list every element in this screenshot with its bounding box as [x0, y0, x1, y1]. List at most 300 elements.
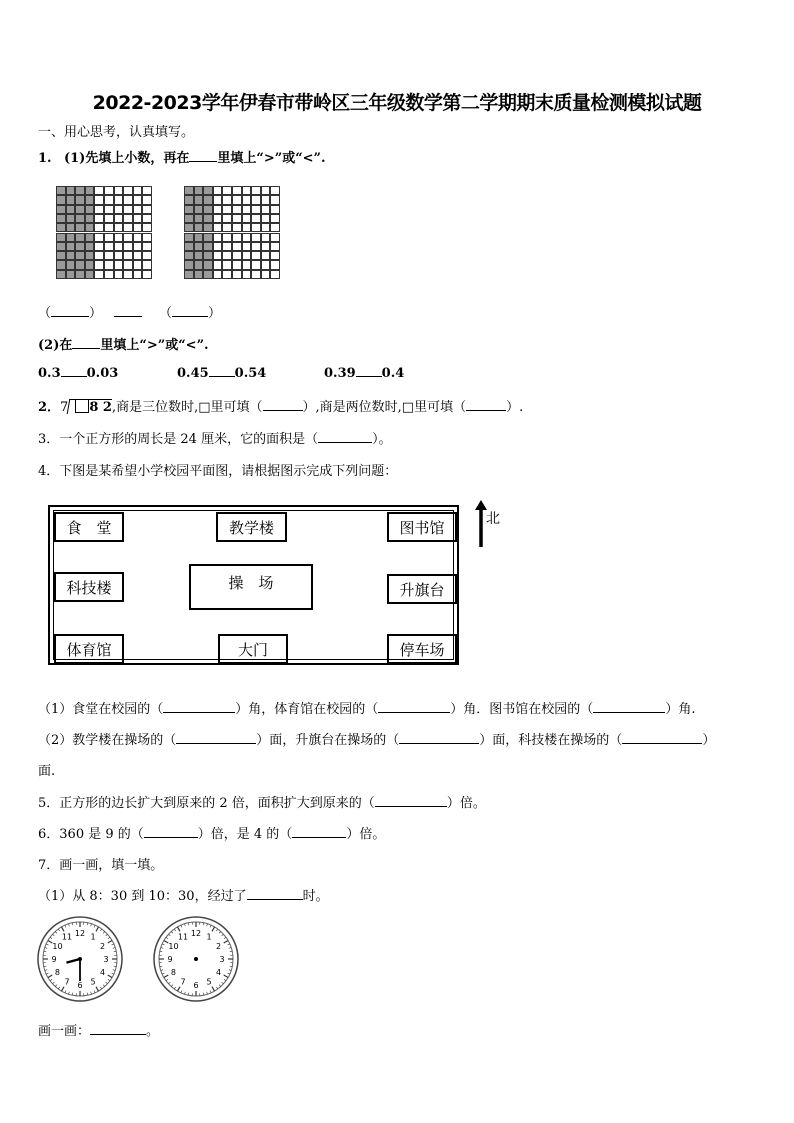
question-number: 2．: [38, 400, 61, 415]
question-2-line: [38, 396, 523, 415]
grid-cell: [184, 270, 194, 279]
number-b: 0.03: [86, 366, 119, 381]
grid-cell: [56, 242, 66, 251]
clock-number: 9: [167, 955, 173, 964]
clock-number: 6: [77, 981, 83, 990]
grid-cell: [142, 223, 152, 232]
grid-cell: [222, 205, 232, 214]
question-text: ）倍，是 4 的（: [197, 827, 293, 842]
grid-cell: [261, 214, 271, 223]
grid-cell: [104, 270, 114, 279]
grid-cell: [133, 233, 143, 242]
grid-cell: [75, 260, 85, 269]
grid-cell: [203, 214, 213, 223]
grid-cell: [203, 233, 213, 242]
question-number: 1.: [38, 151, 52, 166]
answer-blank[interactable]: [189, 161, 217, 162]
answer-blank[interactable]: [375, 806, 447, 807]
answer-blank[interactable]: [72, 348, 100, 349]
question-text: ）。: [372, 432, 392, 447]
grid-cell: [251, 242, 261, 251]
question-7-line: 7．画一画，填一填。: [38, 858, 164, 873]
question-text: ）: [702, 733, 716, 748]
question-text: 。: [146, 1024, 160, 1039]
grid-cell: [184, 242, 194, 251]
page-title: 2022-2023学年伊春市带岭区三年级数学第二学期期末质量检测模拟试题: [92, 92, 702, 114]
grid-cell: [94, 251, 104, 260]
grid-cell: [251, 195, 261, 204]
question-text: 里填上“>”或“<”.: [100, 338, 209, 353]
grid-cell: [75, 195, 85, 204]
grid-cell: [184, 205, 194, 214]
grid-cell: [203, 205, 213, 214]
grid-cell: [66, 223, 76, 232]
grid-cell: [114, 186, 124, 195]
grid-cell: [203, 242, 213, 251]
clock-number: 12: [190, 929, 202, 938]
question-6-line: [38, 823, 385, 842]
question-text: 6．360 是 9 的（: [38, 827, 144, 842]
clock-number: 5: [206, 977, 212, 987]
grid-cell: [261, 186, 271, 195]
grid-cell: [75, 186, 85, 195]
answer-blank[interactable]: [247, 899, 303, 900]
grid-cell: [133, 223, 143, 232]
grid-cell: [66, 251, 76, 260]
grid-cell: [104, 195, 114, 204]
grid-cell: [104, 242, 114, 251]
grid-cell: [142, 260, 152, 269]
grid-cell: [56, 214, 66, 223]
question-text: (1)先填上小数，再在: [63, 151, 190, 166]
answer-blank[interactable]: [466, 410, 506, 411]
grid-cell: [222, 251, 232, 260]
grid-cell: [66, 186, 76, 195]
grid-cell: [194, 186, 204, 195]
grid-cell: [261, 270, 271, 279]
room-flagpole: 升旗台: [387, 574, 457, 604]
question-text: 3．一个正方形的周长是 24 厘米，它的面积是（: [38, 432, 319, 447]
grid-cell: [104, 251, 114, 260]
grid-cell: [242, 260, 252, 269]
answer-blank[interactable]: [176, 743, 256, 744]
question-text: 时。: [302, 889, 329, 904]
grid-cell: [261, 260, 271, 269]
question-4-sub1: [38, 698, 695, 717]
grid-cell: [232, 195, 242, 204]
grid-cell: [213, 242, 223, 251]
grid-cell: [222, 233, 232, 242]
clock-number: 2: [215, 942, 222, 951]
compare-blank[interactable]: [114, 316, 142, 317]
question-1-line: [38, 147, 326, 166]
question-5-line: [38, 792, 486, 811]
grid-cell: [242, 205, 252, 214]
room-library: 图书馆: [387, 512, 457, 542]
grid-cell: [123, 260, 133, 269]
grid-cell: [66, 214, 76, 223]
question-text: 画一画：: [38, 1024, 91, 1039]
grid-cell: [194, 233, 204, 242]
question-text: ）角.: [665, 702, 696, 717]
grid-cell: [184, 186, 194, 195]
grid-cell: [142, 233, 152, 242]
question-text: 里填上“>”或“<”.: [217, 151, 326, 166]
grid-cell: [94, 195, 104, 204]
grid-cell: [194, 205, 204, 214]
answer-blank[interactable]: [90, 1034, 146, 1035]
clock-number: 11: [61, 932, 73, 942]
question-text: ）.: [506, 400, 524, 415]
grid-cell: [66, 260, 76, 269]
grid-cell: [66, 233, 76, 242]
grid-cell: [242, 251, 252, 260]
grid-cell: [194, 270, 204, 279]
clock-number: 3: [103, 955, 109, 964]
grid-cell: [94, 214, 104, 223]
clock-number: 8: [54, 968, 61, 977]
grid-cell: [242, 186, 252, 195]
answer-blank[interactable]: [593, 712, 665, 713]
grid-cell: [85, 223, 95, 232]
number-a: 0.39: [324, 366, 356, 381]
question-1-part2: [38, 334, 209, 353]
clock-number: 6: [193, 981, 199, 990]
grid-cell: [232, 214, 242, 223]
grid-cell: [251, 251, 261, 260]
grid-cell: [85, 233, 95, 242]
grid-cell: [213, 186, 223, 195]
grid-cell: [94, 233, 104, 242]
grid-cell: [242, 195, 252, 204]
grid-cell: [194, 214, 204, 223]
section-heading: 一、用心思考，认真填写。: [38, 125, 195, 140]
paren-open: （: [38, 306, 52, 321]
comparison-1: [38, 366, 118, 381]
grid-cell: [123, 233, 133, 242]
question-text: ）角，体育馆在校园的（: [235, 702, 379, 717]
grid-cell: [261, 251, 271, 260]
grid-cell: [75, 223, 85, 232]
grid-cell: [222, 260, 232, 269]
grid-cell: [66, 205, 76, 214]
clock-number: 3: [219, 955, 225, 964]
grid-cell: [85, 242, 95, 251]
question-text: (2)在: [38, 338, 73, 353]
grid-cell: [56, 233, 66, 242]
grid-cell: [194, 242, 204, 251]
grid-cell: [261, 205, 271, 214]
grid-cell: [85, 270, 95, 279]
grid-cell: [94, 205, 104, 214]
clock-number: 5: [90, 977, 96, 987]
room-playground: 操 场: [189, 564, 313, 610]
grid-cell: [133, 205, 143, 214]
grid-cell: [104, 233, 114, 242]
room-gym: 体育馆: [54, 634, 124, 664]
grid-cell: [203, 270, 213, 279]
grid-cell: [251, 233, 261, 242]
grid-cell: [261, 223, 271, 232]
question-text: （1）食堂在校园的（: [38, 702, 164, 717]
clock-number: 1: [90, 932, 96, 942]
grid-cell: [251, 223, 261, 232]
digit-box[interactable]: [75, 399, 89, 413]
clock-number: 7: [180, 977, 186, 987]
grid-cell: [142, 205, 152, 214]
grid-cell: [242, 270, 252, 279]
grid-cell: [213, 233, 223, 242]
grid-cell: [142, 186, 152, 195]
grid-cell: [123, 195, 133, 204]
grid-cell: [222, 270, 232, 279]
question-text: ）,商是两位数时,□里可填（: [302, 400, 467, 415]
question-7-sub1: [38, 885, 329, 904]
grid-cell: [194, 251, 204, 260]
grid-cell: [114, 205, 124, 214]
grid-cell: [261, 242, 271, 251]
north-label: 北: [486, 511, 500, 527]
clock-number: 11: [177, 932, 189, 942]
grid-cell: [75, 242, 85, 251]
question-text: （1）从 8：30 到 10：30，经过了: [38, 889, 247, 904]
grid-cell: [56, 251, 66, 260]
grid-cell: [142, 214, 152, 223]
grid-cell: [123, 270, 133, 279]
grid-cell: [114, 251, 124, 260]
paren-open: （: [158, 306, 172, 321]
compare-blank[interactable]: [209, 376, 235, 377]
grid-cell: [133, 214, 143, 223]
clock-face-2[interactable]: [153, 916, 239, 1002]
grid-cell: [270, 233, 280, 242]
clock-number: 12: [74, 929, 86, 938]
grid-cell: [56, 205, 66, 214]
clock-face-1: [37, 916, 123, 1002]
grid-cell: [222, 214, 232, 223]
question-4-sub2-wrap: 面.: [38, 764, 56, 779]
grid-cell: [142, 242, 152, 251]
grid-cell: [232, 270, 242, 279]
grid-cell: [270, 214, 280, 223]
grid-cell: [85, 195, 95, 204]
room-canteen: 食 堂: [54, 512, 124, 542]
grid-cell: [270, 242, 280, 251]
grid-cell: [104, 260, 114, 269]
clock-number: 10: [52, 942, 63, 951]
question-text: ）倍。: [346, 827, 386, 842]
grid-cell: [213, 260, 223, 269]
grid-cell: [242, 214, 252, 223]
grid-cell: [114, 260, 124, 269]
grid-cell: [251, 214, 261, 223]
answer-blank[interactable]: [163, 712, 235, 713]
grid-cell: [203, 186, 213, 195]
question-text: 5．正方形的边长扩大到原来的 2 倍，面积扩大到原来的（: [38, 796, 375, 811]
grid-cell: [251, 270, 261, 279]
grid-cell: [94, 260, 104, 269]
grid-cell: [222, 223, 232, 232]
grid-cell: [270, 186, 280, 195]
number-b: 0.54: [234, 366, 267, 381]
grid-cell: [232, 242, 242, 251]
grid-cell: [114, 195, 124, 204]
grid-cell: [66, 195, 76, 204]
comparison-2: [177, 366, 266, 381]
grid-answer-row: [38, 302, 221, 321]
clock-number: 9: [51, 955, 57, 964]
grid-cell: [261, 233, 271, 242]
grid-cell: [85, 251, 95, 260]
room-science-building: 科技楼: [54, 572, 124, 602]
grid-cell: [56, 186, 66, 195]
number-a: 0.45: [177, 366, 209, 381]
answer-blank[interactable]: [399, 743, 479, 744]
grid-cell: [232, 260, 242, 269]
grid-cell: [133, 242, 143, 251]
grid-cell: [123, 251, 133, 260]
grid-cell: [213, 270, 223, 279]
campus-map: [48, 505, 459, 665]
grid-cell: [242, 223, 252, 232]
question-text: ）倍。: [446, 796, 486, 811]
divisor: 7: [60, 400, 69, 415]
grid-cell: [56, 270, 66, 279]
grid-cell: [232, 223, 242, 232]
grid-cell: [123, 223, 133, 232]
grid-cell: [251, 205, 261, 214]
grid-cell: [251, 260, 261, 269]
grid-cell: [114, 242, 124, 251]
grid-cell: [194, 195, 204, 204]
question-3-line: [38, 428, 392, 447]
grid-cell: [184, 251, 194, 260]
grid-cell: [203, 195, 213, 204]
compare-blank[interactable]: [356, 376, 382, 377]
clock-number: 10: [168, 942, 179, 951]
answer-blank[interactable]: [172, 316, 208, 317]
grid-cell: [270, 223, 280, 232]
grid-cell: [203, 223, 213, 232]
grid-cell: [242, 242, 252, 251]
grid-cell: [75, 233, 85, 242]
grid-cell: [104, 205, 114, 214]
answer-blank[interactable]: [144, 837, 198, 838]
grid-cell: [184, 195, 194, 204]
grid-cell: [114, 223, 124, 232]
question-text: ）角．图书馆在校园的（: [450, 702, 594, 717]
grid-cell: [85, 260, 95, 269]
answer-blank[interactable]: [51, 316, 89, 317]
grid-cell: [194, 223, 204, 232]
grid-cell: [142, 195, 152, 204]
grid-cell: [270, 251, 280, 260]
draw-line: [38, 1020, 159, 1039]
grid-cell: [213, 205, 223, 214]
grid-cell: [251, 186, 261, 195]
grid-cell: [213, 214, 223, 223]
grid-cell: [75, 270, 85, 279]
grid-cell: [56, 223, 66, 232]
room-teaching-building: 教学楼: [216, 512, 287, 542]
grid-cell: [75, 214, 85, 223]
grid-cell: [94, 242, 104, 251]
clock-number: 8: [170, 968, 177, 977]
grid-cell: [261, 195, 271, 204]
question-text: ）面，科技楼在操场的（: [479, 733, 623, 748]
grid-cell: [133, 251, 143, 260]
grid-cell: [75, 251, 85, 260]
clock-number: 2: [99, 942, 106, 951]
grid-cell: [104, 214, 114, 223]
compare-blank[interactable]: [61, 376, 87, 377]
number-a: 0.3: [38, 366, 61, 381]
grid-cell: [85, 205, 95, 214]
grid-cell: [184, 260, 194, 269]
grid-cell: [270, 260, 280, 269]
grid-cell: [222, 195, 232, 204]
grid-cell: [94, 223, 104, 232]
clock-number: 4: [215, 968, 222, 977]
grid-cell: [232, 205, 242, 214]
answer-blank[interactable]: [292, 837, 346, 838]
grid-cell: [104, 223, 114, 232]
answer-blank[interactable]: [622, 743, 702, 744]
clock-number: 7: [64, 977, 70, 987]
grid-cell: [203, 251, 213, 260]
grid-cell: [56, 260, 66, 269]
grid-cell: [85, 214, 95, 223]
answer-blank[interactable]: [263, 410, 303, 411]
grid-cell: [114, 214, 124, 223]
answer-blank[interactable]: [378, 712, 450, 713]
clock-number: 1: [206, 932, 212, 942]
grid-cell: [222, 242, 232, 251]
grid-cell: [213, 195, 223, 204]
grid-cell: [56, 195, 66, 204]
grid-cell: [184, 233, 194, 242]
grid-cell: [66, 242, 76, 251]
question-text: ）面，升旗台在操场的（: [256, 733, 400, 748]
dividend-digits: 8 2: [89, 400, 112, 415]
answer-blank[interactable]: [318, 442, 372, 443]
grid-cell: [104, 186, 114, 195]
grid-cell: [222, 186, 232, 195]
grid-cell: [270, 270, 280, 279]
grid-cell: [142, 251, 152, 260]
grid-cell: [133, 270, 143, 279]
room-parking: 停车场: [387, 634, 457, 664]
grid-cell: [232, 251, 242, 260]
clock-number: 4: [99, 968, 106, 977]
grid-cell: [133, 260, 143, 269]
question-text: （2）教学楼在操场的（: [38, 733, 177, 748]
grid-cell: [232, 186, 242, 195]
grid-cell: [242, 233, 252, 242]
grid-cell: [133, 195, 143, 204]
question-4-line: 4．下图是某希望小学校园平面图，请根据图示完成下列问题：: [38, 464, 398, 479]
number-b: 0.4: [381, 366, 405, 381]
question-4-sub2: [38, 729, 715, 748]
grid-cell: [213, 251, 223, 260]
paren-close: ）: [207, 306, 221, 321]
grid-cell: [94, 186, 104, 195]
grid-cell: [184, 223, 194, 232]
grid-cell: [184, 214, 194, 223]
comparison-3: [324, 366, 404, 381]
grid-cell: [114, 233, 124, 242]
grid-cell: [213, 223, 223, 232]
